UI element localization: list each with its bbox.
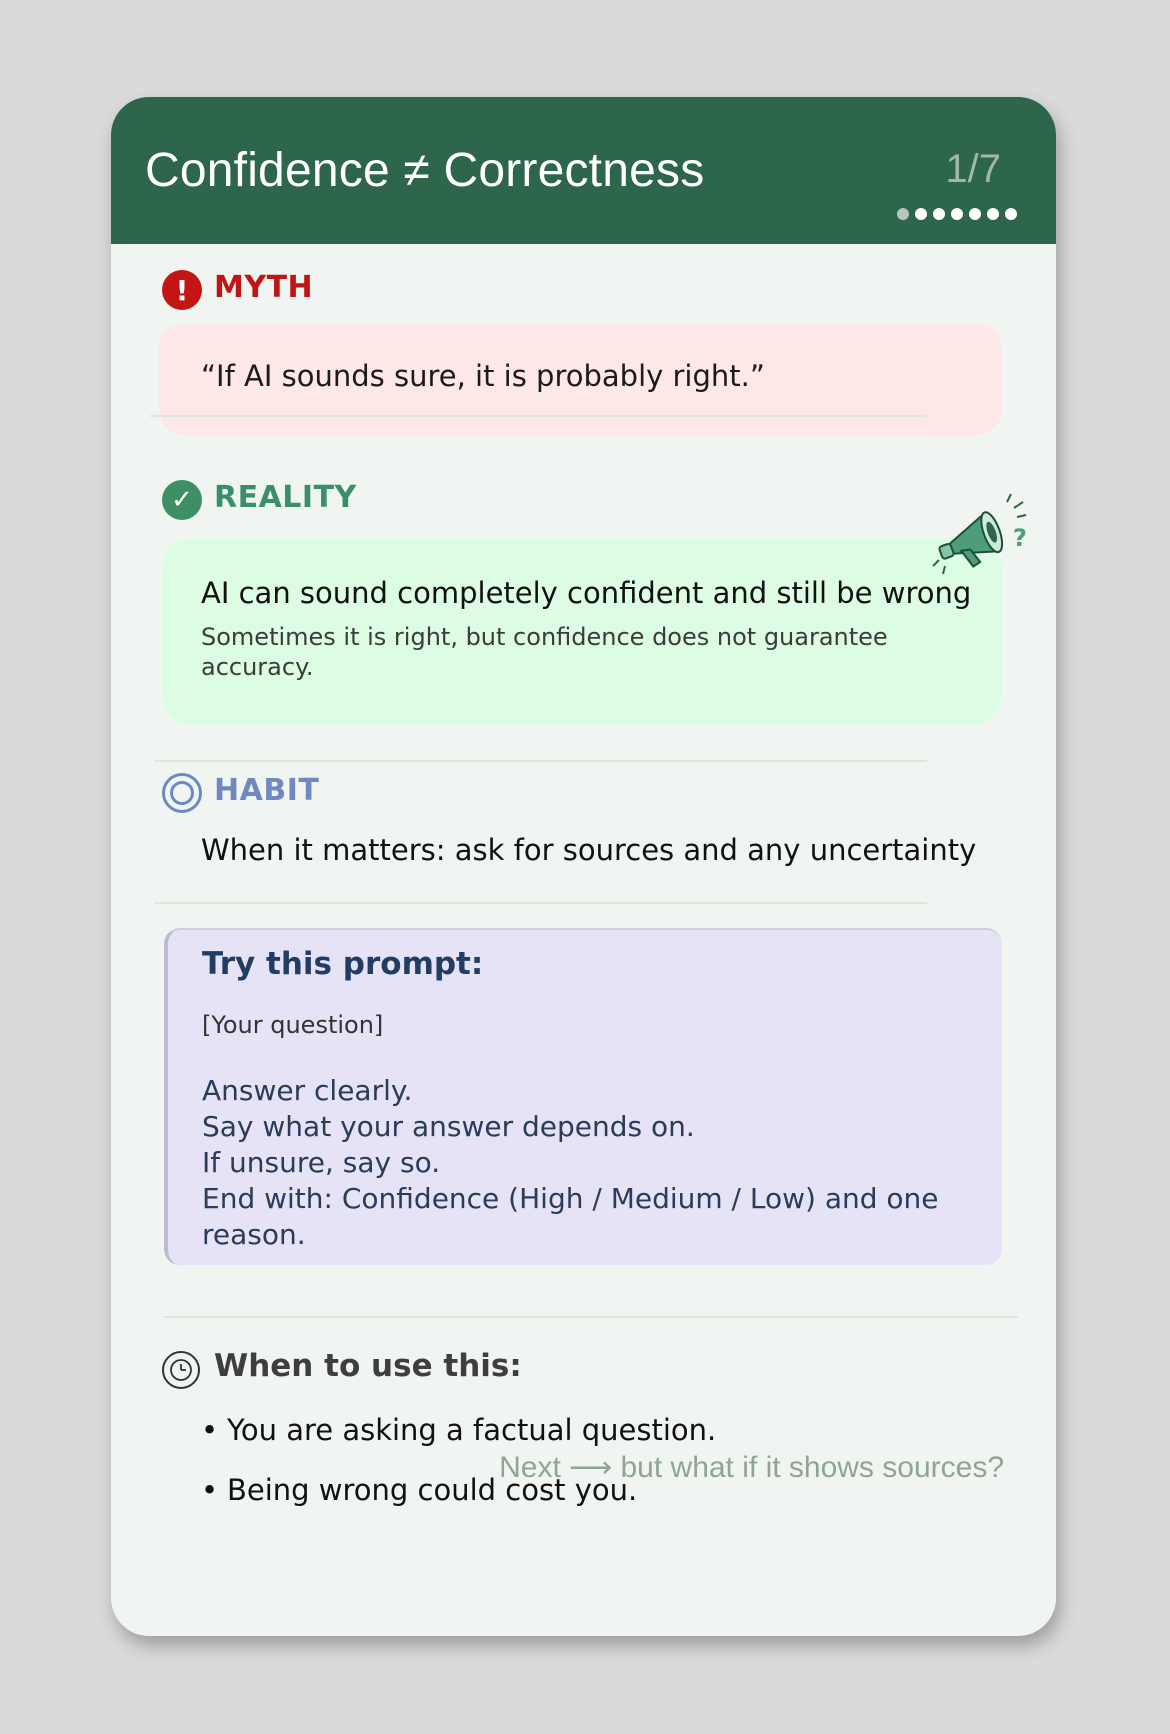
- list-item-text: You are asking a factual question.: [227, 1413, 717, 1447]
- prompt-title: Try this prompt:: [202, 946, 484, 982]
- reality-box: [162, 538, 1002, 725]
- prompt-line: If unsure, say so.: [202, 1146, 441, 1179]
- reality-label: REALITY: [214, 480, 357, 515]
- pagination-dot[interactable]: [897, 208, 909, 220]
- pagination-dot[interactable]: [933, 208, 945, 220]
- pagination-dot[interactable]: [969, 208, 981, 220]
- check-icon: ✓: [162, 480, 202, 520]
- svg-text:?: ?: [1013, 524, 1027, 552]
- bullet-icon: •: [201, 1413, 219, 1447]
- clock-icon: [162, 1351, 200, 1389]
- bullet-icon: •: [201, 1473, 219, 1507]
- page-title: Confidence ≠ Correctness: [145, 144, 705, 197]
- pagination-dots: [897, 208, 1017, 220]
- prompt-line: Say what your answer depends on.: [202, 1110, 695, 1143]
- prompt-placeholder: [Your question]: [202, 1011, 384, 1039]
- habit-label: HABIT: [214, 773, 320, 808]
- target-icon: [162, 773, 202, 813]
- card-header: [111, 97, 1056, 244]
- next-link[interactable]: Next ⟶ but what if it shows sources?: [499, 1451, 1004, 1484]
- list-item-text: Being wrong could cost you.: [227, 1473, 638, 1507]
- exclamation-icon: !: [162, 270, 202, 310]
- divider: [154, 902, 927, 904]
- reality-sub-text: Sometimes it is right, but confidence does not guarantee accuracy.: [201, 623, 888, 681]
- divider: [163, 1316, 1018, 1318]
- pagination-dot[interactable]: [915, 208, 927, 220]
- megaphone-question-icon: [931, 490, 1031, 580]
- divider: [150, 415, 926, 417]
- myth-box: [159, 323, 1002, 435]
- prompt-line: End with: Confidence (High / Medium / Low) and one reason.: [202, 1182, 939, 1251]
- pagination-dot[interactable]: [1005, 208, 1017, 220]
- habit-text: When it matters: ask for sources and any uncertainty: [201, 833, 977, 867]
- prompt-line: Answer clearly.: [202, 1074, 413, 1107]
- pagination-dot[interactable]: [951, 208, 963, 220]
- divider: [154, 760, 927, 762]
- page-counter: 1/7: [945, 147, 1001, 191]
- card: [111, 97, 1056, 1636]
- reality-main-text: AI can sound completely confident and still be wrong: [201, 576, 972, 610]
- prompt-lines: [202, 1073, 992, 1253]
- myth-label: MYTH: [214, 270, 314, 305]
- prompt-box: [164, 928, 1002, 1265]
- pagination-dot[interactable]: [987, 208, 999, 220]
- when-to-use-label: When to use this:: [214, 1348, 522, 1384]
- myth-text: “If AI sounds sure, it is probably right.”: [201, 359, 765, 393]
